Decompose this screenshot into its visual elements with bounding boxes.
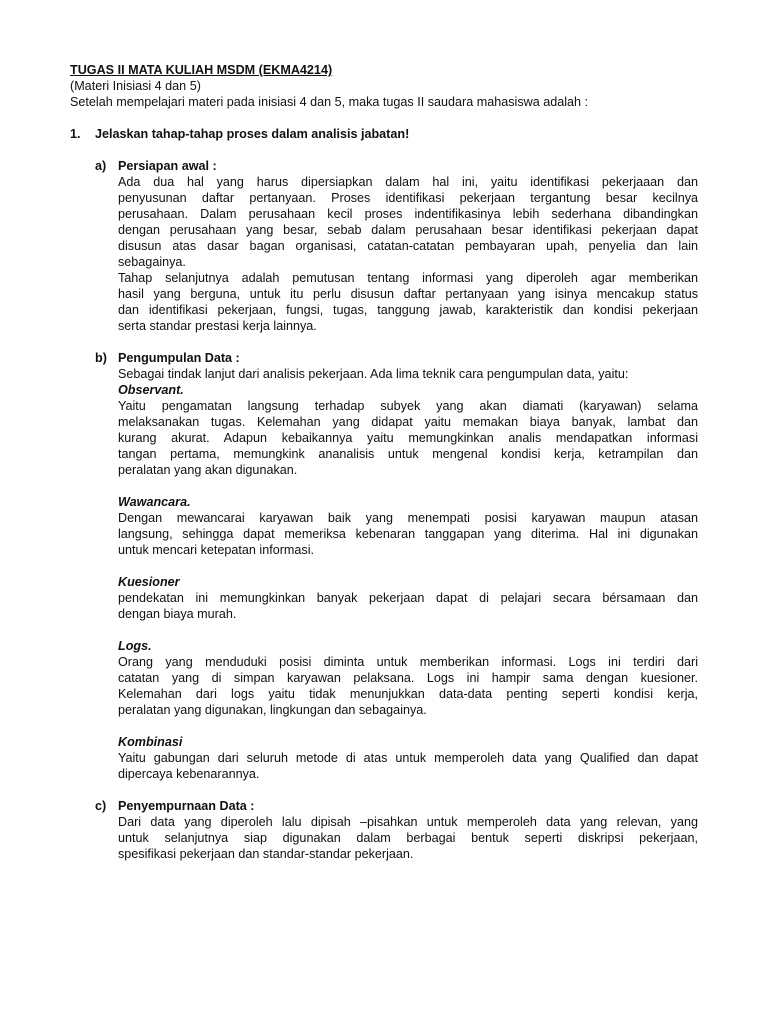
paragraph-line: perusahaan. Dalam perusahaan kecil proses indentifikasinya lebih sederhana dibandingkan: [118, 207, 698, 221]
paragraph-line: melaksanakan tugas. Kelemahan yang didapat yaitu memakan biaya banyak, lambat dan: [118, 415, 698, 429]
paragraph-line: Kelemahan dari logs yaitu tidak menunjukkan data-data penting seperti kondisi kerja,: [118, 687, 698, 701]
paragraph: [118, 270, 698, 334]
section-label: b): [95, 351, 107, 365]
paragraph-line: dengan perusahaan yang besar, sebab dalam perusahaan besar identifikasi pekerjaan dapat: [118, 223, 698, 237]
paragraph-line: peralatan yang digunakan, lingkungan dan sebagainya.: [118, 703, 427, 717]
document-page: [70, 62, 698, 862]
method-heading: Kuesioner: [118, 575, 180, 589]
section-body: [118, 174, 698, 334]
section-label: a): [95, 159, 107, 173]
section-body: [118, 814, 698, 862]
method-heading: Kombinasi: [118, 735, 183, 749]
paragraph-line: serta standar prestasi kerja lainnya.: [118, 319, 317, 333]
paragraph: [118, 510, 698, 558]
section-title: Persiapan awal :: [118, 159, 217, 173]
sections: [70, 142, 698, 862]
paragraph-line: Orang yang menduduki posisi diminta untuk memberikan informasi. Logs ini terdiri dari: [118, 655, 698, 669]
intro-text: Setelah mempelajari materi pada inisiasi 4 dan 5, maka tugas II saudara mahasiswa adalah :: [70, 95, 589, 109]
paragraph-line: untuk selanjutnya siap digunakan dalam berbagai bentuk seperti diskripsi pekerjaan,: [118, 831, 698, 845]
section-heading: [95, 798, 698, 814]
paragraph: [118, 590, 698, 622]
paragraph: [118, 174, 698, 270]
paragraph-line: tangan pertama, memungkink ananalisis untuk mengenal kondisi kerja, ketrampilan dan: [118, 447, 698, 461]
section-title: Pengumpulan Data :: [118, 351, 240, 365]
paragraph-line: disusun atas dasar bagan organisasi, catatan-catatan pembayaran upah, penyelia dan lain: [118, 239, 698, 253]
paragraph-line: dengan biaya murah.: [118, 607, 237, 621]
paragraph-line: Dari data yang diperoleh lalu dipisah –pisahkan untuk memperoleh data yang relevan, yang: [118, 815, 698, 829]
question-number: 1.: [70, 127, 81, 141]
paragraph-line: pendekatan ini memungkinkan banyak pekerjaan dapat di pelajari secara bérsamaan dan: [118, 591, 698, 605]
spacer: [118, 558, 698, 574]
spacer: [70, 782, 698, 798]
section-heading: [95, 350, 698, 366]
document-title: TUGAS II MATA KULIAH MSDM (EKMA4214): [70, 63, 333, 77]
paragraph-line: Tahap selanjutnya adalah pemutusan tentang informasi yang diperoleh agar memberikan: [118, 271, 698, 285]
question-1: [70, 126, 698, 142]
section-heading: [95, 158, 698, 174]
paragraph-line: Sebagai tindak lanjut dari analisis pekerjaan. Ada lima teknik cara pengumpulan data, yaitu:: [118, 367, 629, 381]
section-title: Penyempurnaan Data :: [118, 799, 255, 813]
method-heading: Wawancara.: [118, 495, 191, 509]
paragraph-line: catatan yang di simpan karyawan pelaksana. Logs ini hampir sama dengan kuesioner.: [118, 671, 698, 685]
paragraph-line: Yaitu gabungan dari seluruh metode di atas untuk memperoleh data yang Qualified dan dapat: [118, 751, 698, 765]
method-heading: Logs.: [118, 639, 152, 653]
paragraph-line: spesifikasi pekerjaan dan standar-standar pekerjaan.: [118, 847, 414, 861]
spacer: [70, 334, 698, 350]
paragraph-line: Yaitu pengamatan langsung terhadap subyek yang akan diamati (karyawan) selama: [118, 399, 698, 413]
spacer: [70, 142, 698, 158]
paragraph-line: penyusunan daftar pertanyaan. Proses identifikasi pekerjaan tergantung besar kecilnya: [118, 191, 698, 205]
paragraph: [118, 366, 698, 382]
paragraph: [118, 750, 698, 782]
spacer: [118, 718, 698, 734]
paragraph-line: hasil yang berguna, untuk itu perlu disusun daftar pertanyaan yang isinya mencakup status: [118, 287, 698, 301]
section-body: [118, 366, 698, 782]
paragraph-line: dan identifikasi pekerjaan, fungsi, tugas, tanggung jawab, karakteristik dan kondisi pekerjaan: [118, 303, 698, 317]
paragraph-line: kurang akurat. Adapun kebaikannya yaitu memungkinkan analis mendapatkan informasi: [118, 431, 698, 445]
paragraph-line: dipercaya kebenarannya.: [118, 767, 260, 781]
paragraph: [118, 814, 698, 862]
paragraph-line: Dengan mewancarai karyawan baik yang menempati posisi karyawan maupun atasan: [118, 511, 698, 525]
section-label: c): [95, 799, 107, 813]
question-text: Jelaskan tahap-tahap proses dalam analisis jabatan!: [95, 127, 410, 141]
spacer: [118, 622, 698, 638]
paragraph-line: langsung, sehingga dapat memeriksa kebenaran tanggapan yang diterima. Hal ini digunakan: [118, 527, 698, 541]
paragraph-line: peralatan yang akan digunakan.: [118, 463, 298, 477]
paragraph-line: Ada dua hal yang harus dipersiapkan dalam hal ini, yaitu identifikasi pekerjaaan dan: [118, 175, 698, 189]
spacer: [70, 110, 698, 126]
paragraph: [118, 398, 698, 478]
document-subtitle: (Materi Inisiasi 4 dan 5): [70, 79, 201, 93]
paragraph-line: untuk mencari ketepatan informasi.: [118, 543, 315, 557]
method-heading: Observant.: [118, 383, 184, 397]
paragraph: [118, 654, 698, 718]
spacer: [118, 478, 698, 494]
paragraph-line: sebagainya.: [118, 255, 186, 269]
